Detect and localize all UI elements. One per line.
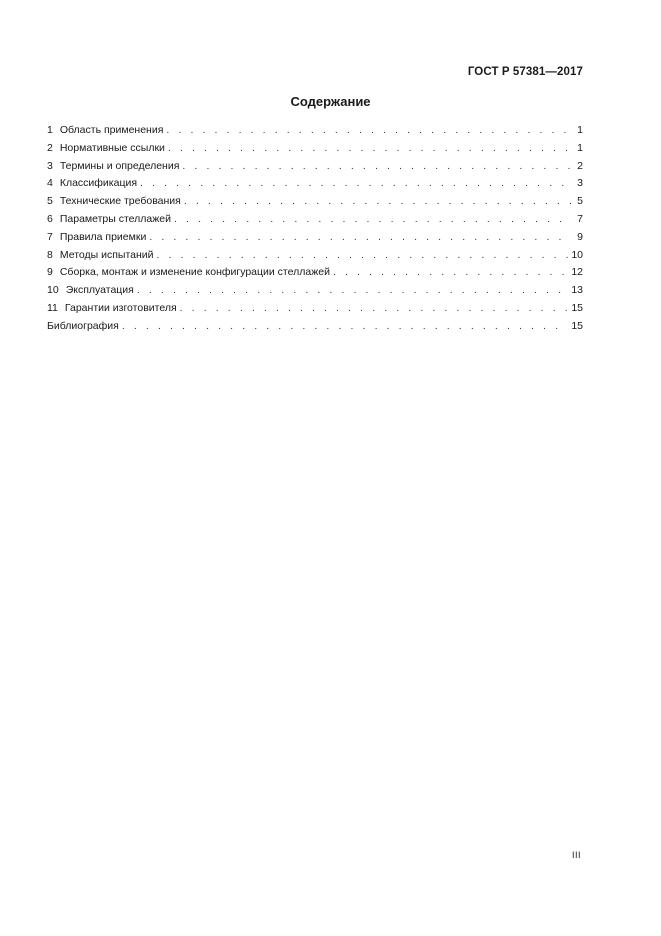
toc-entry-classification[interactable] [47,175,583,193]
toc-entry-number: 11 [47,301,58,314]
toc-entry-title: Правила приемки [59,230,147,243]
toc-entry-title: Классификация [59,177,138,190]
toc-entry-normative-references[interactable] [47,140,583,158]
toc-entry-number: 8 [47,248,53,261]
toc-entry-title: Нормативные ссылки [59,141,165,154]
toc-entry-title: Гарантии изготовителя [64,301,177,314]
toc-entry-page: 7 [577,212,583,225]
toc-entry-title: Термины и определения [59,159,180,172]
toc-entry-number: 2 [47,141,53,154]
toc-entry-title: Эксплуатация [65,284,134,297]
toc-dot-leader [157,247,569,265]
toc-dot-leader [180,300,569,318]
toc-entry-manufacturer-warranty[interactable] [47,300,583,318]
toc-entry-title: Методы испытаний [59,248,154,261]
toc-entry-page: 13 [571,284,583,297]
toc-dot-leader [168,140,571,158]
toc-dot-leader [184,193,571,211]
toc-entry-page: 2 [577,159,583,172]
toc-dot-leader [140,175,571,193]
toc-entry-number: 5 [47,195,53,208]
toc-dot-leader [122,318,568,336]
toc-dot-leader [333,264,568,282]
toc-entry-acceptance-rules[interactable] [47,229,583,247]
toc-entry-title: Область применения [59,124,164,136]
toc-entry-page: 1 [577,141,583,154]
toc-dot-leader [137,282,568,300]
toc-entry-page: 15 [571,319,583,332]
toc-entry-page: 3 [577,177,583,190]
toc-entry-number: 10 [47,284,59,297]
toc-entry-bibliography[interactable] [47,318,583,336]
toc-dot-leader [149,229,571,247]
toc-dot-leader [166,122,571,140]
toc-dot-leader [174,211,571,229]
toc-entry-terms-definitions[interactable] [47,158,583,176]
toc-entry-title: Библиография [47,319,119,332]
table-of-contents [47,122,583,336]
toc-entry-assembly-installation[interactable] [47,264,583,282]
toc-entry-title: Сборка, монтаж и изменение конфигурации стеллажей [59,266,330,279]
toc-entry-rack-parameters[interactable] [47,211,583,229]
page-number: III [571,850,581,860]
toc-entry-operation[interactable] [47,282,583,300]
toc-entry-page: 15 [571,301,583,314]
toc-entry-number: 9 [47,266,53,279]
toc-entry-test-methods[interactable] [47,247,583,265]
toc-entry-page: 5 [577,195,583,208]
toc-entry-number: 6 [47,212,53,225]
toc-entry-scope[interactable] [47,122,583,140]
toc-entry-page: 9 [577,230,583,243]
toc-entry-number: 3 [47,159,53,172]
toc-entry-number: 4 [47,177,53,190]
toc-entry-title: Параметры стеллажей [59,212,171,225]
toc-entry-number: 1 [47,124,53,136]
toc-entry-number: 7 [47,230,53,243]
toc-title: Содержание [290,94,371,109]
toc-entry-title: Технические требования [59,195,181,208]
toc-entry-page: 12 [571,266,583,279]
toc-entry-technical-requirements[interactable] [47,193,583,211]
toc-entry-page: 1 [577,124,583,136]
toc-entry-page: 10 [571,248,583,261]
toc-dot-leader [182,158,571,176]
document-code: ГОСТ Р 57381—2017 [467,66,583,78]
